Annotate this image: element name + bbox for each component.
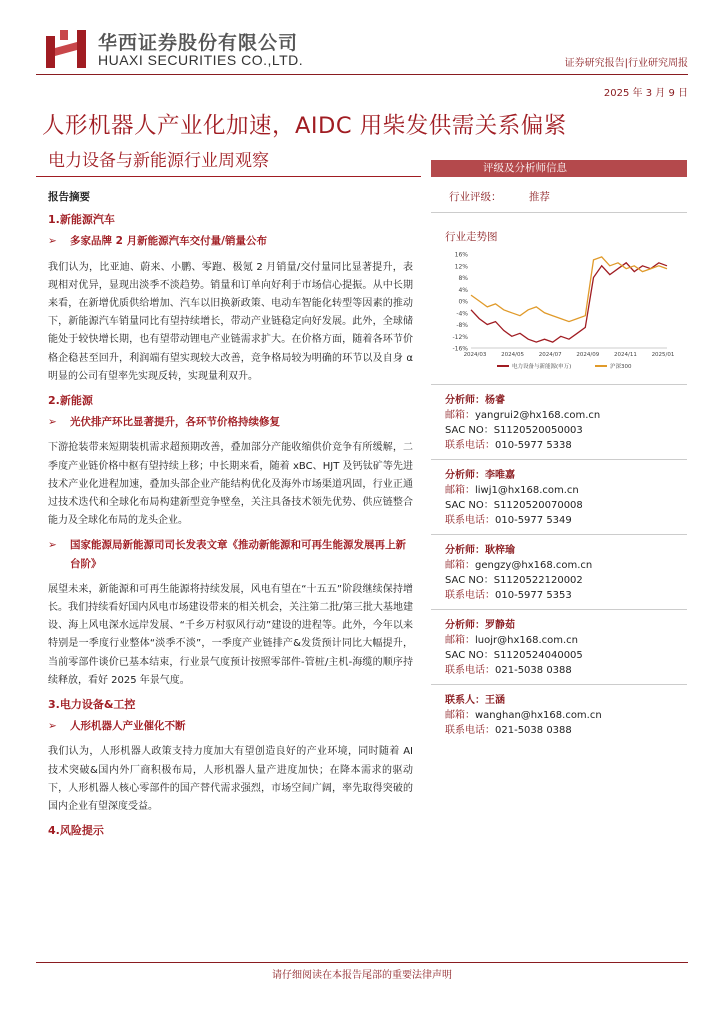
arrow-bullet-icon: ➢ — [48, 416, 57, 429]
x-tick-label: 2024/03 — [463, 352, 487, 358]
analyst-block — [431, 393, 687, 453]
analyst-divider — [431, 459, 687, 460]
section-paragraph: 我们认为，比亚迪、蔚来、小鹏、零跑、极氪 2 月销量/交付量同比显著提升，表现相对优异，显现出淡季不淡趋势。销量和订单向好利于市场信心提振。从中长期来看，在新增优质供给增加、汽车以旧换新政策、电动车智能化转型等因素的推动下，新能源汽车销量同比有望持续增长，带动产业链稳定向好发展。此外，全球储能处于较快增长期，也有望带动锂电产业链需求扩大。在价格方面，随着各环节价格企稳甚至回升，利润端有望实现较大改善，竞争格局较为明确的环节以及自身 α 明显的公司有望率先实现反转，实现量利双升。 — [48, 261, 413, 382]
company-name-en: HUAXI SECURITIES CO.,LTD. — [98, 52, 304, 68]
section-heading: 4.风险提示 — [48, 824, 104, 838]
series-line — [471, 257, 667, 322]
report-date: 2025 年 3 月 9 日 — [603, 88, 688, 99]
x-tick-label: 2024/09 — [576, 352, 600, 358]
section-paragraph: 下游抢装带来短期装机需求超预期改善，叠加部分产能收缩供价竞争有所缓解，二季度产业链价格中枢有望持续上移；中长期来看，随着 xBC、HJT 及钙钛矿等先进技术产业化进程加速，叠加头部企业产能结构优化及海外市场渠道巩固，行业正通过技术迭代和全球化布局构建新型竞争壁垒，关注具备技术领先优势、供应链整合能力及全球化布局的龙头企业。 — [48, 442, 413, 527]
bullet-heading: ➢ 国家能源局新能源司司长发表文章《推动新能源和可再生能源发展再上新台阶》 — [48, 536, 413, 572]
analyst-sac: SAC NO：S1120520070008 — [445, 500, 583, 511]
y-tick-label: -12% — [452, 333, 468, 341]
legal-notice: 请仔细阅读在本报告尾部的重要法律声明 — [272, 970, 452, 981]
analyst-block — [431, 468, 687, 528]
legend-label: 电力设备与新能源(申万) — [512, 364, 572, 370]
abstract-label: 报告摘要 — [48, 191, 90, 203]
analyst-name: 分析师：李唯嘉 — [445, 470, 515, 481]
rating-label: 行业评级： — [449, 191, 502, 203]
contact-phone: 联系电话：021-5038 0388 — [445, 725, 572, 736]
y-tick-label: 0% — [458, 298, 468, 306]
y-tick-label: 4% — [458, 286, 468, 294]
analyst-phone: 联系电话：010-5977 5338 — [445, 440, 572, 451]
analyst-sac: SAC NO：S1120522120002 — [445, 575, 583, 586]
analyst-sac: SAC NO：S1120520050003 — [445, 425, 583, 436]
contact-name: 联系人：王涵 — [445, 695, 505, 706]
industry-rating — [431, 189, 687, 204]
report-type: 证券研究报告|行业研究周报 — [564, 58, 688, 69]
analyst-email: 邮箱：liwj1@hx168.com.cn — [445, 485, 579, 496]
analyst-email: 邮箱：luojr@hx168.com.cn — [445, 635, 579, 646]
contact-email: 邮箱：wanghan@hx168.com.cn — [445, 710, 602, 721]
report-body — [48, 188, 413, 844]
y-tick-label: -4% — [456, 310, 468, 318]
analyst-phone: 联系电话：010-5977 5353 — [445, 590, 572, 601]
arrow-bullet-icon: ➢ — [48, 539, 57, 552]
y-tick-label: 8% — [458, 275, 468, 282]
analyst-name: 分析师：耿梓瑜 — [445, 545, 515, 556]
analyst-panel — [431, 160, 687, 738]
analyst-email: 邮箱：gengzy@hx168.com.cn — [445, 560, 593, 571]
y-tick-label: -16% — [452, 345, 468, 353]
rating-value: 推荐 — [528, 191, 550, 203]
analyst-name: 分析师：罗静茹 — [445, 620, 515, 631]
company-name-cn: 华西证券股份有限公司 — [98, 32, 299, 54]
x-tick-label: 2024/05 — [501, 352, 525, 358]
bullet-heading: ➢ 人形机器人产业催化不断 — [48, 717, 413, 735]
bullet-heading: ➢ 光伏排产环比显著提升，各环节价格持续修复 — [48, 413, 413, 431]
footer-divider — [36, 962, 688, 963]
page-title: 人形机器人产业化加速，AIDC 用柴发供需关系偏紧 — [42, 113, 567, 139]
section-heading: 1.新能源汽车 — [48, 213, 115, 227]
page-subtitle: 电力设备与新能源行业周观察 — [48, 151, 269, 171]
subtitle-divider — [36, 176, 421, 177]
y-tick-label: 12% — [454, 263, 468, 271]
section-paragraph: 展望未来，新能源和可再生能源将持续发展，风电有望在“十五五”阶段继续保持增长。我们持续看好国内风电市场建设带来的相关机会，关注第二批/第三批大基地建设、海上风电深水远岸发展、“千乡万村驭风行动”建设的进程等。此外，今年以来特别是一季度行业整体“淡季不淡”，一季度产业链排产&发货预计同比大幅提升，当前零部件谈价已基本结束，行业景气度预计按照零部件-管桩/主机-海缆的顺序持续释放，看好 2025 年景气度。 — [48, 583, 413, 686]
y-tick-label: 16% — [454, 251, 468, 259]
analyst-block — [431, 618, 687, 678]
analyst-phone: 联系电话：010-5977 5349 — [445, 515, 572, 526]
huaxi-logo-icon — [44, 28, 88, 72]
section-heading: 2.新能源 — [48, 394, 93, 408]
analyst-divider — [431, 534, 687, 535]
analyst-name: 分析师：杨睿 — [445, 395, 505, 406]
analyst-email: 邮箱：yangrui2@hx168.com.cn — [445, 410, 601, 421]
trend-chart — [445, 248, 675, 374]
y-tick-label: -8% — [456, 322, 468, 329]
analyst-phone: 联系电话：021-5038 0388 — [445, 665, 572, 676]
trend-chart-title: 行业走势图 — [445, 231, 498, 243]
section-paragraph: 我们认为，人形机器人政策支持力度加大有望创造良好的产业环境，同时随着 AI 技术突破&国内外厂商积极布局，人形机器人量产进度加快；在降本需求的驱动下，人形机器人核心零部件的国产替代需求强烈，市场空间广阔，率先取得突破的国内企业有望深度受益。 — [48, 746, 413, 813]
arrow-bullet-icon: ➢ — [48, 235, 57, 248]
bullet-heading: ➢ 多家品牌 2 月新能源汽车交付量/销量公布 — [48, 232, 413, 250]
analyst-block — [431, 543, 687, 603]
x-tick-label: 2025/01 — [651, 352, 675, 358]
x-tick-label: 2024/07 — [538, 352, 562, 358]
analyst-divider — [431, 609, 687, 610]
x-tick-label: 2024/11 — [613, 352, 637, 358]
chart-divider — [431, 384, 687, 385]
section-heading: 3.电力设备&工控 — [48, 698, 136, 712]
analyst-divider — [431, 684, 687, 685]
contact-block — [431, 693, 687, 738]
panel-header: 评级及分析师信息 — [431, 160, 687, 177]
series-line — [471, 263, 667, 342]
legend-label: 沪深300 — [610, 364, 632, 370]
rating-divider — [431, 212, 687, 213]
analyst-sac: SAC NO：S1120524040005 — [445, 650, 583, 661]
arrow-bullet-icon: ➢ — [48, 720, 57, 733]
header-divider — [36, 74, 688, 75]
